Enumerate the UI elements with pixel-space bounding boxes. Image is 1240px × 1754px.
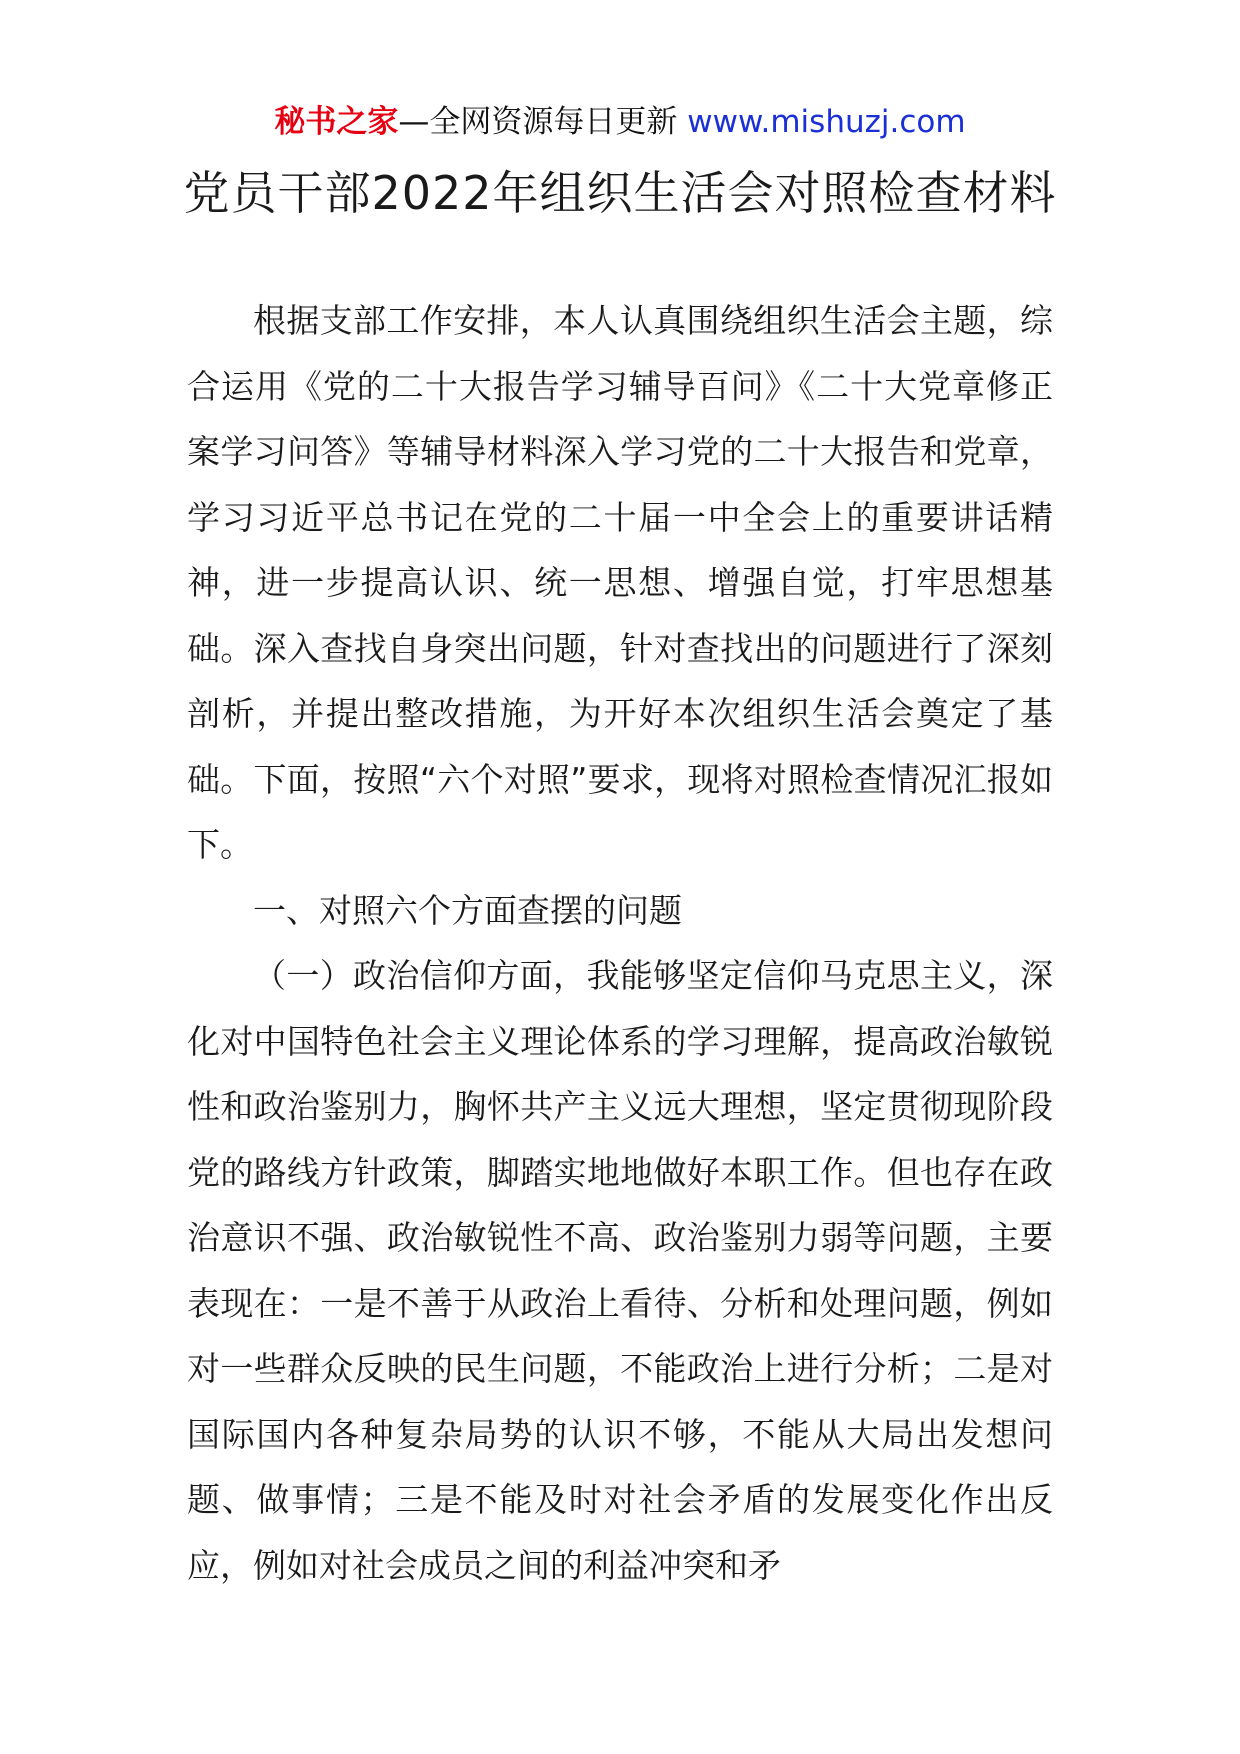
header-tagline: —全网资源每日更新 xyxy=(398,104,678,140)
document-body xyxy=(187,288,1053,1598)
document-title: 党员干部2022年组织生活会对照检查材料 xyxy=(183,166,1057,220)
brand-name: 秘书之家 xyxy=(274,104,399,140)
section-heading: 一、对照六个方面查摆的问题 xyxy=(253,890,682,930)
paragraph-intro: 根据支部工作安排，本人认真围绕组织生活会主题，综合运用《党的二十大报告学习辅导百问》《二十大党章修正案学习问答》等辅导材料深入学习党的二十大报告和党章，学习习近平总书记在党的二十届一中全会上的重要讲话精神，进一步提高认识、统一思想、增强自觉，打牢思想基础。深入查找自身突出问题，针对查找出的问题进行了深刻剖析，并提出整改措施，为开好本次组织生活会奠定了基础。下面，按照“六个对照”要求，现将对照检查情况汇报如下。 xyxy=(187,301,1053,864)
paragraph-political-belief: （一）政治信仰方面，我能够坚定信仰马克思主义，深化对中国特色社会主义理论体系的学习理解，提高政治敏锐性和政治鉴别力，胸怀共产主义远大理想，坚定贯彻现阶段党的路线方针政策，脚踏实地地做好本职工作。但也存在政治意识不强、政治敏锐性不高、政治鉴别力弱等问题，主要表现在：一是不善于从政治上看待、分析和处理问题，例如对一些群众反映的民生问题，不能政治上进行分析；二是对国际国内各种复杂局势的认识不够，不能从大局出发想问题、做事情；三是不能及时对社会矛盾的发展变化作出反应，例如对社会成员之间的利益冲突和矛 xyxy=(187,956,1053,1585)
site-url-link[interactable]: www.mishuzj.com xyxy=(687,104,966,140)
site-header xyxy=(0,100,1240,144)
